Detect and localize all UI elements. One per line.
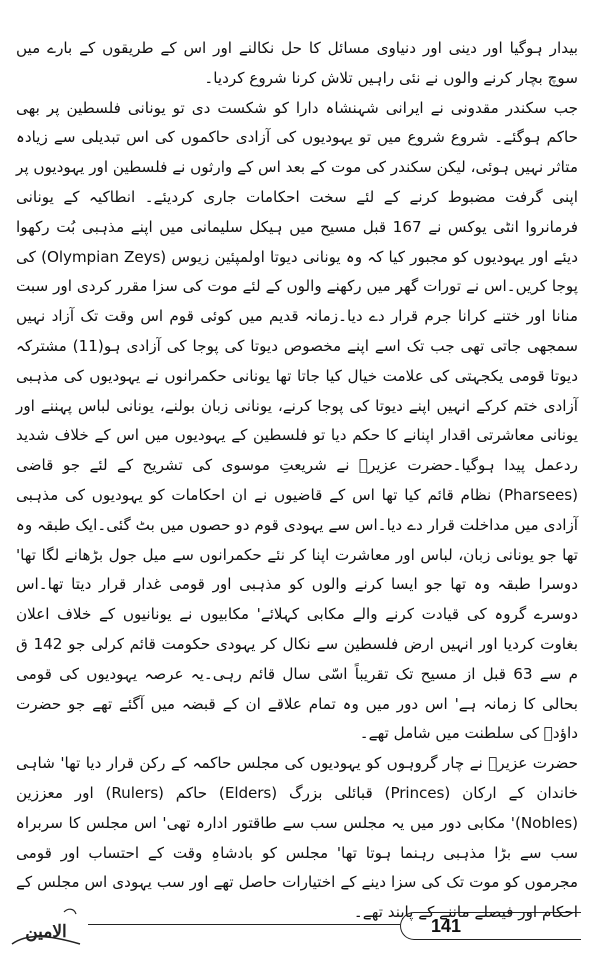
page-number: 141 — [431, 916, 462, 936]
logo-text: الامین — [25, 922, 67, 942]
page-number-box — [400, 912, 581, 940]
paragraph-2: جب سکندر مقدونی نے ایرانی شہنشاہ دارا کو شکست دی تو یونانی فلسطین پر بھی حاکم ہوگئے۔ شروع شروع میں تو یہودیوں کی آزادی حاکموں کی اس تبدیلی سے زیادہ متاثر نہیں ہوئی، لیکن سکندر کی موت کے بعد اس کے وارثوں نے فلسطین اور یہودیوں پر اپنی گرفت مضبوط کرنے کے لئے سخت احکامات جاری کردیئے۔ انطاکیہ کے یونانی فرمانروا انٹی یوکس نے 167 قبل مسیح میں ہیکل سلیمانی میں اپنے مذہبی بُت رکھوا دیئے اور یہودیوں کو مجبور کیا کہ وہ یونانی دیوتا اولمپئین زیوس (Olympian Zeys) کی پوجا کریں۔اس نے تورات گھر میں رکھنے والوں کے لئے موت کی سزا مقرر کردی اور سبت منانا اور ختنے کرانا جرم قرار دے دیا۔زمانہ قدیم میں کوئی قوم اس وقت تک آزاد نہیں سمجھی جاتی تھی جب تک اسے اپنے مخصوص دیوتا کی پوجا کی آزادی ہو(11) مشترکہ دیوتا قومی یکجہتی کی علامت خیال کیا جاتا تھا یونانی حکمرانوں نے یہودیوں کی مذہبی آزادی ختم کرکے انہیں اپنے دیوتا کی پوجا کرنے، یونانی زبان بولنے، یونانی لباس پہننے اور یونانی معاشرتی اقدار اپنانے کا حکم دیا تو فلسطین کے یہودیوں میں اس کے خلاف شدید ردعمل پیدا ہوگیا۔حضرت عزیرؑ نے شریعتِ موسوی کی تشریح کے لئے جو قاضی (Pharsees) نظام قائم کیا تھا اس کے قاضیوں نے ان احکامات کو یہودیوں کی مذہبی آزادی میں مداخلت قرار دے دیا۔اس سے یہودی قوم دو حصوں میں بٹ گئی۔ایک طبقہ وہ تھا جو یونانی زبان، لباس اور معاشرت اپنا کر نئے حکمرانوں سے میل جول بڑھانے لگا تھا' دوسرا طبقہ وہ تھا جو ایسا کرنے والوں کو مذہبی اور قومی غدار قرار دیتا تھا۔اس دوسرے گروہ کی قیادت کرنے والے مکابی کہلائے' مکابیوں نے یونانیوں کے خلاف اعلان بغاوت کردیا اور انہیں ارض فلسطین سے نکال کر یہودی حکومت قائم کرلی جو 142 ق م سے 63 قبل از مسیح تک تقریباً اسّی سال قائم رہی۔یہ عرصہ یہودیوں کی قومی بحالی کا زمانہ ہے' اس دور میں وہ تمام علاقے ان کے قبضہ میں آگئے تھے جو حضرت داؤدؑ کی سلطنت میں شامل تھے۔ — [15, 98, 578, 743]
page-footer — [0, 900, 600, 960]
paragraph-1: بیدار ہوگیا اور دینی اور دنیاوی مسائل کا حل نکالنے اور اس کے طریقوں کے بارے میں سوچ بچار کرنے والوں نے نئی راہیں تلاش کرنا شروع کردیا۔ — [16, 39, 578, 87]
publisher-logo — [6, 904, 86, 948]
paragraph-3: حضرت عزیرؑ نے چار گروہوں کو یہودیوں کی مجلس حاکمہ کے رکن قرار دیا تھا' شاہی خاندان کے ارکان (Princes) قبائلی بزرگ (Elders) حاکم (Rulers) اور معززین (Nobles)' مکابی دور میں یہ مجلس سب سے طاقتور ادارہ تھی' اس مجلس کا سربراہ سب سے بڑا مذہبی رہنما ہوتا تھا' مجلس کو بادشاہِ وقت کے احتساب اور قومی مجرموں کو موت تک کی سزا دینے کے اختیارات حاصل تھے اور سب یہودی اس مجلس کے احکام اور فیصلے ماننے کے پابند تھے۔ — [16, 754, 578, 922]
body-text — [16, 34, 578, 928]
footer-rule — [88, 924, 400, 925]
